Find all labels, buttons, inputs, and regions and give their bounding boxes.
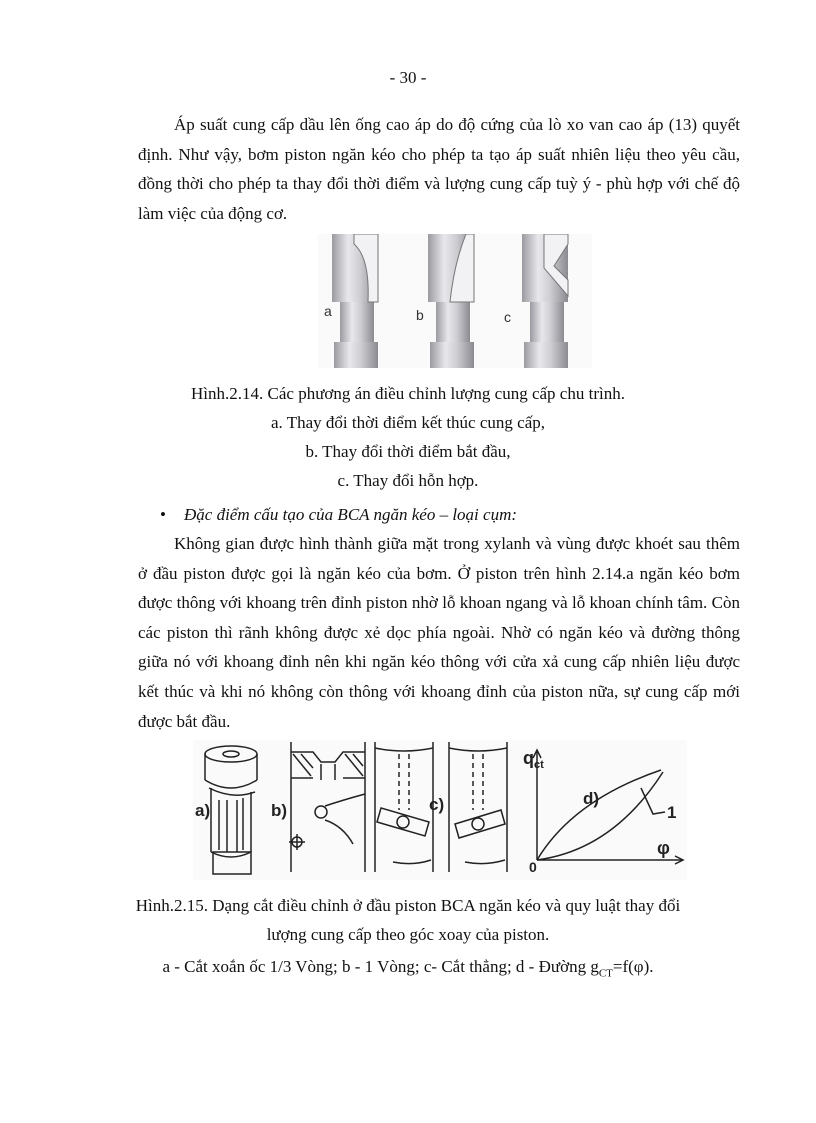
figure-label-a: a) xyxy=(195,801,211,820)
axis-y-label: $q_{ct}$ xyxy=(523,748,544,771)
figure-label-d: d) xyxy=(583,789,600,808)
origin-label: 0 xyxy=(529,859,537,875)
sketch-a xyxy=(205,746,257,874)
curve-lower xyxy=(537,772,663,860)
curve-1-label: 1 xyxy=(667,803,677,822)
figure-label-b: b xyxy=(416,307,424,323)
figure-label-c: c xyxy=(504,309,511,325)
plunger-b xyxy=(428,234,474,368)
paragraph-1 xyxy=(138,110,740,228)
figure-2-14 xyxy=(318,234,592,368)
piston-head-sketches xyxy=(193,740,687,880)
bullet-heading-text: Đặc điểm cấu tạo của BCA ngăn kéo – loại cụm: xyxy=(184,505,518,524)
axis-x-label: φ xyxy=(657,838,670,858)
figure-2-14-caption-a: a. Thay đổi thời điểm kết thúc cung cấp, xyxy=(271,413,545,432)
plunger-illustrations xyxy=(318,234,592,368)
plunger-a xyxy=(332,234,378,368)
figure-2-15-caption-2: lượng cung cấp theo góc xoay của piston. xyxy=(266,925,550,944)
figure-2-15 xyxy=(193,740,687,880)
curve-upper xyxy=(537,770,661,860)
caption-3-subscript: CT xyxy=(598,967,613,980)
figure-2-14-caption-b: b. Thay đổi thời điểm bắt đầu, xyxy=(305,442,511,461)
bullet-heading xyxy=(160,500,517,529)
sketch-c-1 xyxy=(375,742,433,872)
caption-3-text: a - Cắt xoắn ốc 1/3 Vòng; b - 1 Vòng; c- Cắt thẳng; d - Đường g xyxy=(162,957,599,976)
figure-label-b: b) xyxy=(271,801,288,820)
figure-2-14-caption-c: c. Thay đổi hỗn hợp. xyxy=(337,471,479,490)
figure-2-14-caption: Hình.2.14. Các phương án điều chỉnh lượng cung cấp chu trình. xyxy=(191,384,625,403)
figure-label-c: c) xyxy=(429,795,445,814)
figure-label-a: a xyxy=(324,303,332,319)
page-number: - 30 - xyxy=(389,68,427,87)
figure-2-15-caption-3 xyxy=(0,952,816,988)
caption-3-formula: =f(φ). xyxy=(612,957,654,976)
paragraph-2-text: Không gian được hình thành giữa mặt trong xylanh và vùng được khoét sau thêm ở đầu piston được gọi là ngăn kéo của bơm. Ở piston trên hình 2.14.a ngăn kéo bơm được thông với khoang trên đỉnh piston nhờ lỗ khoan ngang và lỗ khoan chính tâm. Còn các piston thì rãnh không được xẻ dọc phía ngoài. Nhờ có ngăn kéo và đường thông giữa nó với khoang đỉnh nên khi ngăn kéo thông với cửa xả cung cấp nhiên liệu được kết thúc và khi nó không còn thông với khoang đỉnh của piston nữa, sự cung cấp mới được bắt đầu. xyxy=(138,534,740,731)
paragraph-1-text: Áp suất cung cấp dầu lên ống cao áp do độ cứng của lò xo van cao áp (13) quyết định. Như vậy, bơm piston ngăn kéo cho phép ta tạo áp suất nhiên liệu theo yêu cầu, đồng thời cho phép ta thay đổi thời điểm và lượng cung cấp tuỳ ý - phù hợp với chế độ làm việc của động cơ. xyxy=(138,115,740,223)
sketch-c-2 xyxy=(449,742,507,872)
sketch-b xyxy=(289,742,365,872)
bullet-dot-icon: • xyxy=(160,505,166,524)
paragraph-2 xyxy=(138,529,740,736)
plunger-c xyxy=(522,234,568,368)
figure-2-15-caption-1: Hình.2.15. Dạng cắt điều chỉnh ở đầu piston BCA ngăn kéo và quy luật thay đổi xyxy=(135,896,681,915)
